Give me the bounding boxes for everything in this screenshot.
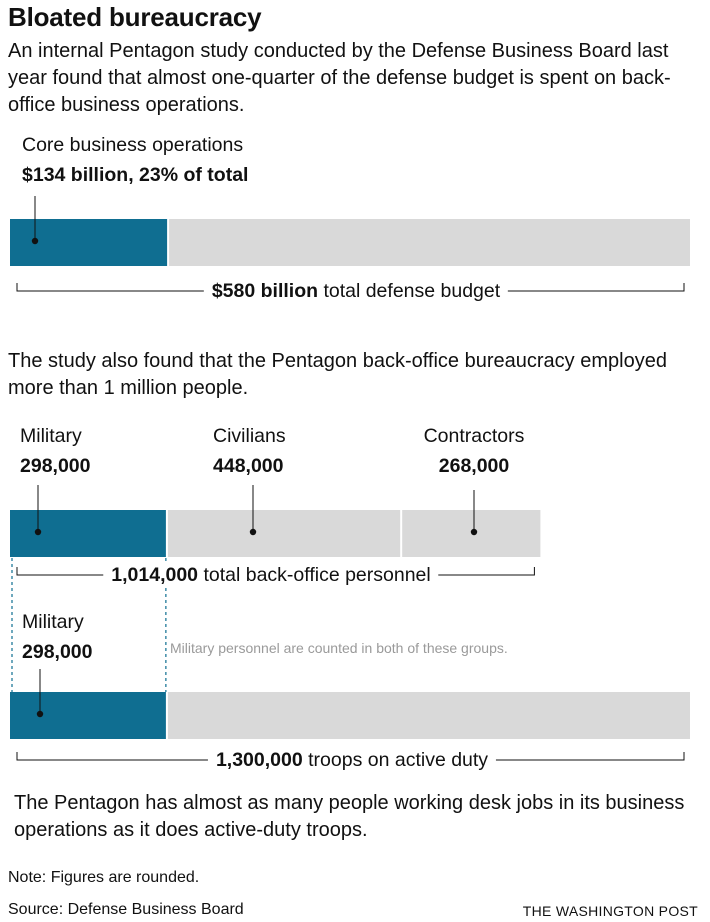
troops-total-text: troops on active duty <box>302 749 489 771</box>
source-text: Source: Defense Business Board <box>8 901 244 918</box>
bar-segment-1-0 <box>10 510 166 557</box>
civilians-label: Civilians <box>213 425 286 447</box>
troops-total-value: 1,300,000 <box>215 749 303 771</box>
contractors-value: 268,000 <box>438 455 510 477</box>
bar-segment-0-1 <box>169 219 690 266</box>
marker-dot-0-0 <box>32 238 38 244</box>
bar-segment-2-0 <box>10 692 166 739</box>
military-label: Military <box>20 425 82 447</box>
budget-total-text: total defense budget <box>318 280 501 302</box>
section2-text: The study also found that the Pentagon back-office bureaucracy employed more than 1 million people. <box>8 350 667 399</box>
military-value: 298,000 <box>20 455 91 477</box>
intro-text: An internal Pentagon study conducted by the Defense Business Board last year found that almost one-quarter of the defense budget is spent on back-office business operations. <box>8 40 671 116</box>
marker-dot-1-0 <box>35 529 41 535</box>
bar-segment-2-1 <box>168 692 690 739</box>
civilians-value: 448,000 <box>213 455 284 477</box>
budget-total-value: $580 billion <box>211 280 319 302</box>
troops-total-label <box>208 749 496 771</box>
overlap-annotation: Military personnel are counted in both of these groups. <box>170 640 508 656</box>
marker-dot-1-2 <box>471 529 477 535</box>
personnel-total-value: 1,014,000 <box>111 564 199 586</box>
contractors-label: Contractors <box>423 425 525 447</box>
personnel-total-label <box>103 564 438 586</box>
marker-dot-2-0 <box>37 711 43 717</box>
chart-title: Bloated bureaucracy <box>8 2 262 32</box>
core-ops-value: $134 billion, 23% of total <box>22 164 249 186</box>
marker-dot-1-1 <box>250 529 256 535</box>
budget-total-label <box>204 280 508 302</box>
conclusion-text: The Pentagon has almost as many people working desk jobs in its business operations as it does active-duty troops. <box>14 792 685 841</box>
core-ops-label: Core business operations <box>22 134 244 156</box>
military-label-2: Military <box>22 611 84 633</box>
personnel-total-text: total back-office personnel <box>198 564 431 586</box>
note-text: Note: Figures are rounded. <box>8 869 200 886</box>
publisher-credit: THE WASHINGTON POST <box>522 903 698 919</box>
military-value-2: 298,000 <box>22 641 93 663</box>
bar-segment-1-1 <box>168 510 400 557</box>
